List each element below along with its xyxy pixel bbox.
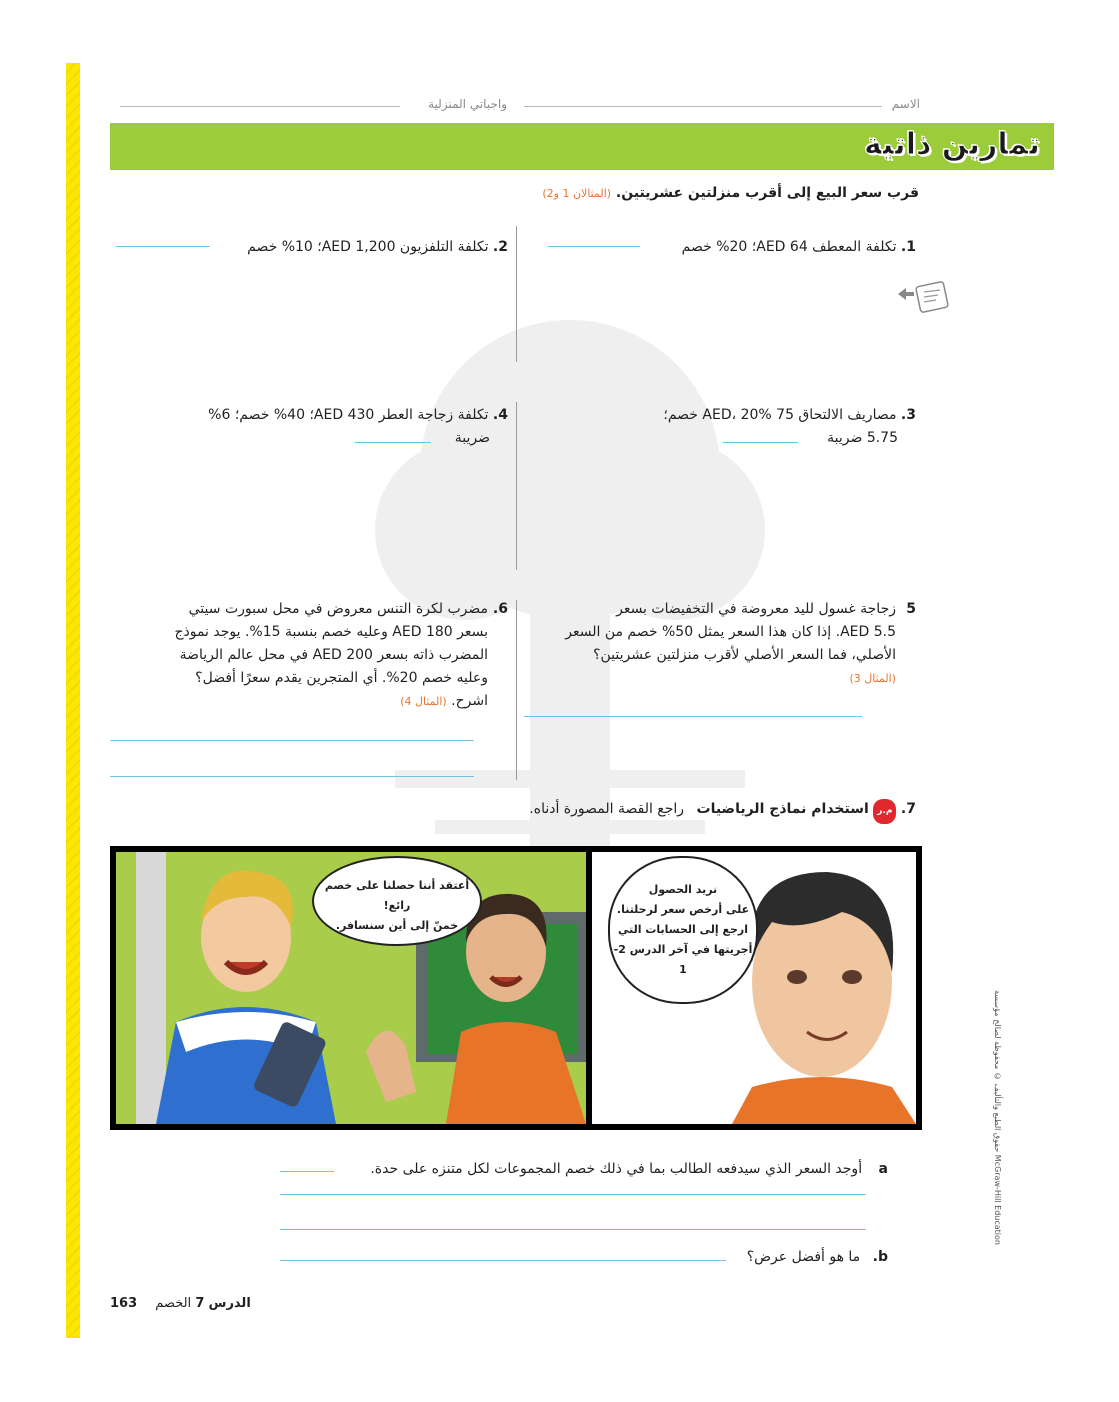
bubble-line: أجريتها في آخر الدرس 2-1 <box>613 943 753 976</box>
question-number: 1. <box>900 239 916 255</box>
instruction-ref: (المثالان 1 و2) <box>542 187 612 200</box>
homework-line <box>120 106 400 107</box>
question-line: AED 5.5. إذا كان هذا السعر يمثل 50% خصم من السعر <box>565 624 896 640</box>
part-text: ما هو أفضل عرض؟ <box>746 1249 861 1265</box>
section-banner <box>110 123 1054 170</box>
question-line: مصاريف الالتحاق 75 AED، 20% خصم؛ <box>663 407 897 423</box>
part-text: أوجد السعر الذي سيدفعه الطالب بما في ذلك خصم المجموعات لكل متنزه على حدة. <box>370 1161 863 1177</box>
bubble-line: ارجع إلى الحسابات التي <box>617 923 749 936</box>
question-7 <box>529 798 916 824</box>
question-4 <box>148 404 508 450</box>
lesson-title: الخصم <box>155 1296 192 1311</box>
copyright-text: حقوق الطبع والتأليف © محفوظة لصالح مؤسسة McGraw-Hill Education <box>993 990 1002 1245</box>
question-ref: (المثال 3) <box>849 672 896 685</box>
question-line: الأصلي، فما السعر الأصلي لأقرب منزلتين عشريتين؟ <box>593 647 896 663</box>
question-line: ضريبة <box>454 430 490 446</box>
lesson-info <box>155 1296 251 1311</box>
question-number: 3. <box>900 407 916 423</box>
question-line: 5.75 ضريبة <box>827 430 898 446</box>
question-line: اشرح. <box>451 693 488 709</box>
question-1 <box>682 236 916 259</box>
lesson-label: الدرس <box>208 1296 251 1311</box>
homework-label: واجباتي المنزلية <box>428 97 507 111</box>
question-2 <box>247 236 508 259</box>
answer-line-6b[interactable] <box>110 776 474 777</box>
instruction-text <box>542 185 919 201</box>
question-number: 5 <box>906 601 916 617</box>
comic-panel-left <box>116 852 586 1124</box>
question-line: تكلفة زجاجة العطر 430 AED؛ 40% خصم؛ 6% <box>208 407 489 423</box>
question-line: زجاجة غسول لليد معروضة في التخفيضات بسعر <box>616 601 896 617</box>
answer-line-a1[interactable] <box>280 1171 334 1172</box>
answer-line-5[interactable] <box>524 716 862 717</box>
answer-line-4[interactable] <box>355 442 431 443</box>
question-line: بسعر 180 AED وعليه خصم بنسبة 15%. يوجد نموذج <box>174 624 488 640</box>
column-divider <box>516 600 517 780</box>
question-number: 2. <box>492 239 508 255</box>
question-number: 7. <box>900 801 916 817</box>
part-b <box>747 1246 888 1269</box>
instruction-main: قرب سعر البيع إلى أقرب منزلتين عشريتين. <box>615 185 919 201</box>
comic-panel-right <box>592 852 916 1124</box>
question-number: 6. <box>492 601 508 617</box>
name-line[interactable] <box>524 106 882 107</box>
bubble-line: أعتقد أننا حصلنا على خصم رائع! <box>324 879 470 912</box>
answer-line-6a[interactable] <box>110 740 474 741</box>
comic-strip <box>110 846 922 1130</box>
speech-bubble-right <box>608 856 758 1004</box>
question-line: وعليه خصم 20%. أي المتجرين يقدم سعرًا أفضل؟ <box>195 670 488 686</box>
page-edge-stripe <box>66 63 80 1338</box>
question-text: راجع القصة المصورة أدناه. <box>529 801 685 817</box>
answer-line-3[interactable] <box>723 442 798 443</box>
speech-bubble-left <box>312 856 482 946</box>
answer-line-1[interactable] <box>548 246 640 247</box>
answer-line-b[interactable] <box>280 1260 726 1261</box>
answer-line-a2[interactable] <box>280 1194 866 1195</box>
question-3 <box>536 404 916 450</box>
question-line: المضرب ذاته بسعر 200 AED في محل عالم الرياضة <box>179 647 488 663</box>
answer-line-a3[interactable] <box>280 1229 866 1230</box>
part-letter: a <box>878 1161 888 1177</box>
question-ref: (المثال 4) <box>400 695 447 708</box>
name-label: الاسم <box>891 97 920 111</box>
answer-line-2[interactable] <box>116 246 210 247</box>
question-title: استخدام نماذج الرياضيات <box>696 801 869 817</box>
question-text: تكلفة المعطف 64 AED؛ 20% خصم <box>681 239 897 255</box>
question-text: تكلفة التلفزيون 1,200 AED؛ 10% خصم <box>247 239 489 255</box>
practice-badge: م.ر <box>873 799 896 824</box>
bubble-line: خمنّ إلى أين سنسافر. <box>335 919 459 932</box>
question-number: 4. <box>492 407 508 423</box>
lesson-number: 7 <box>195 1296 205 1311</box>
page-number: 163 <box>110 1296 138 1311</box>
bubble-line: نريد الحصول <box>648 883 718 896</box>
banner-title: تمارين ذاتية <box>863 127 1040 162</box>
column-divider <box>516 226 517 362</box>
question-5 <box>526 598 916 690</box>
column-divider <box>516 402 517 570</box>
question-line: مضرب لكرة التنس معروض في محل سبورت سيتي <box>188 601 488 617</box>
bubble-line: على أرخص سعر لرحلتنا. <box>616 903 750 916</box>
part-letter: b. <box>872 1249 888 1265</box>
question-6 <box>133 598 508 713</box>
work-pad-icon <box>896 280 952 316</box>
footer <box>110 1296 251 1311</box>
part-a <box>370 1158 888 1181</box>
